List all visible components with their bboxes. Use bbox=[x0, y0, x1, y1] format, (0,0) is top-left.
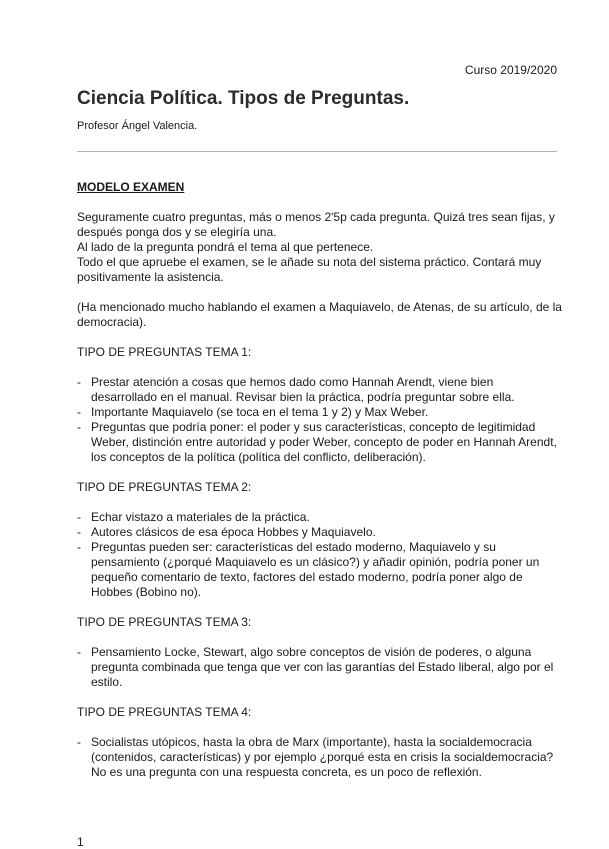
spacer bbox=[77, 720, 562, 735]
tema-3-list bbox=[77, 645, 562, 690]
note-paragraph: (Ha mencionado mucho hablando el examen a Maquiavelo, de Atenas, de su artículo, de la democracia). bbox=[77, 300, 562, 329]
section-title-tema-4: TIPO DE PREGUNTAS TEMA 4: bbox=[77, 705, 252, 719]
spacer bbox=[77, 465, 562, 480]
tema-4-list bbox=[77, 735, 562, 780]
page-number: 1 bbox=[77, 835, 84, 849]
intro-paragraph: Todo el que apruebe el examen, se le añade su nota del sistema práctico. Contará muy positivamente la asistencia. bbox=[77, 255, 542, 284]
spacer bbox=[77, 285, 562, 300]
tema-2-list bbox=[77, 510, 562, 600]
list-item: - Socialistas utópicos, hasta la obra de Marx (importante), hasta la socialdemocracia (contenidos, características) y por ejemplo ¿porqué esta en crisis la socialdemocracia? No es una pregunta con una respuesta concreta, es un poco de reflexión. bbox=[77, 735, 562, 780]
section-title-tema-1: TIPO DE PREGUNTAS TEMA 1: bbox=[77, 345, 252, 359]
list-item: - Pensamiento Locke, Stewart, algo sobre conceptos de visión de poderes, o alguna pregunta combinada que tenga que ver con las garantías del Estado liberal, algo por el estilo. bbox=[77, 645, 562, 690]
list-item: - Echar vistazo a materiales de la práctica. bbox=[77, 510, 562, 525]
intro-paragraph: Seguramente cuatro preguntas, más o menos 2'5p cada pregunta. Quizá tres sean fijas, y después ponga dos y se elegiría una. bbox=[77, 210, 555, 239]
professor-name: Profesor Ángel Valencia. bbox=[77, 120, 198, 132]
spacer bbox=[77, 495, 562, 510]
spacer bbox=[77, 330, 562, 345]
list-item: - Preguntas que podría poner: el poder y sus características, concepto de legitimidad Weber, distinción entre autoridad y poder Weber, concepto de poder en Hannah Arendt, los conceptos de la política (política del conflicto, deliberación). bbox=[77, 420, 562, 465]
exam-model-heading: MODELO EXAMEN bbox=[77, 180, 185, 194]
list-item: - Prestar atención a cosas que hemos dado como Hannah Arendt, viene bien desarrollado en el manual. Revisar bien la práctica, podría preguntar sobre ella. bbox=[77, 375, 562, 405]
list-item: - Importante Maquiavelo (se toca en el tema 1 y 2) y Max Weber. bbox=[77, 405, 562, 420]
list-item: - Autores clásicos de esa época Hobbes y Maquiavelo. bbox=[77, 525, 562, 540]
document-title: Ciencia Política. Tipos de Preguntas. bbox=[77, 88, 410, 109]
tema-1-list bbox=[77, 375, 562, 465]
course-year: Curso 2019/2020 bbox=[464, 63, 557, 77]
divider bbox=[77, 151, 557, 152]
spacer bbox=[77, 630, 562, 645]
spacer bbox=[77, 600, 562, 615]
spacer bbox=[77, 195, 562, 210]
document-body bbox=[77, 180, 562, 780]
spacer bbox=[77, 360, 562, 375]
spacer bbox=[77, 690, 562, 705]
intro-paragraph: Al lado de la pregunta pondrá el tema al que pertenece. bbox=[77, 240, 374, 254]
section-title-tema-3: TIPO DE PREGUNTAS TEMA 3: bbox=[77, 615, 252, 629]
list-item: - Preguntas pueden ser: características del estado moderno, Maquiavelo y su pensamiento (¿porqué Maquiavelo es un clásico?) y añadir opinión, podría poner un pequeño comentario de texto, factores del estado moderno, podría poner algo de Hobbes (Bobino no). bbox=[77, 540, 562, 600]
section-title-tema-2: TIPO DE PREGUNTAS TEMA 2: bbox=[77, 480, 252, 494]
